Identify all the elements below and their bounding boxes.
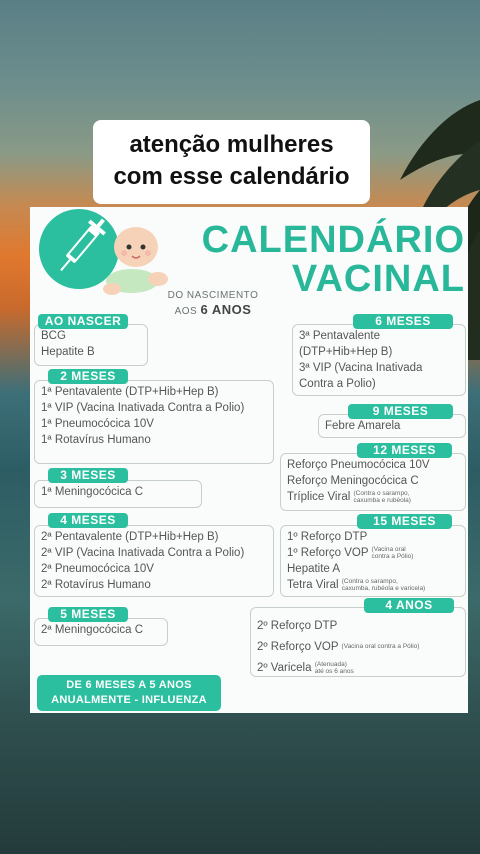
- calendar-title: [190, 221, 465, 299]
- list-item: Tríplice Viral: [287, 491, 351, 503]
- list-item: 2º Varicela: [257, 662, 312, 674]
- list-item: 3ª VIP (Vacina Inativada: [299, 362, 423, 374]
- caption-line-2: com esse calendário: [113, 163, 350, 190]
- section-label-5-meses: 5 MESES: [48, 607, 128, 622]
- footnote: (Vacina oral contra a Pólio): [341, 643, 420, 651]
- list-item: 3ª Pentavalente: [299, 330, 380, 342]
- list-item: Febre Amarela: [325, 420, 401, 432]
- section-label-9-meses: 9 MESES: [348, 404, 453, 419]
- vaccination-calendar-card: [30, 207, 468, 713]
- subtitle-age: 6 ANOS: [200, 302, 252, 317]
- list-item: Reforço Meningocócica C: [287, 475, 419, 487]
- title-line-1: CALENDÁRIO: [201, 219, 465, 261]
- section-label-4-meses: 4 MESES: [48, 513, 128, 528]
- 6-meses-box: [292, 324, 466, 396]
- list-item: 1º Reforço DTP: [287, 531, 368, 543]
- footer-line-2: ANUALMENTE - INFLUENZA: [51, 694, 207, 706]
- footnote: (Contra o sarampo,: [353, 489, 410, 497]
- 15-meses-box: [280, 525, 466, 597]
- list-item: 1ª Meningocócica C: [41, 486, 144, 498]
- 3-meses-box: [34, 480, 202, 508]
- footnote: (Vacina oral: [371, 545, 406, 553]
- calendar-subtitle: [158, 289, 268, 319]
- footnote: (Atenuada): [314, 660, 347, 668]
- list-item: Hepatite A: [287, 563, 341, 575]
- list-item: Contra a Polio): [299, 378, 376, 390]
- list-item: BCG: [41, 330, 66, 342]
- caption-line-1: atenção mulheres: [129, 131, 334, 158]
- section-label-ao-nascer: AO NASCER: [38, 314, 128, 329]
- list-item: Tetra Viral: [287, 579, 339, 591]
- subtitle-line-2: AOS: [174, 306, 198, 317]
- section-label-15-meses: 15 MESES: [357, 514, 452, 529]
- 5-meses-box: [34, 618, 168, 646]
- 12-meses-box: [280, 453, 466, 511]
- footnote: até os 6 anos: [314, 667, 354, 675]
- ao-nascer-box: [34, 324, 148, 366]
- section-label-3-meses: 3 MESES: [48, 468, 128, 483]
- footnote: contra a Pólio): [371, 552, 414, 560]
- list-item: 1ª VIP (Vacina Inativada Contra a Polio): [41, 402, 245, 414]
- 2-meses-box: [34, 380, 274, 464]
- list-item: (DTP+Hib+Hep B): [299, 346, 393, 358]
- list-item: 1ª Rotavírus Humano: [41, 434, 151, 446]
- footer-line-1: DE 6 MESES A 5 ANOS: [66, 679, 192, 691]
- subtitle-line-1: DO NASCIMENTO: [167, 290, 259, 301]
- section-label-6-meses: 6 MESES: [353, 314, 453, 329]
- section-label-4-anos: 4 ANOS: [364, 598, 454, 613]
- list-item: Reforço Pneumocócica 10V: [287, 459, 430, 471]
- section-label-2-meses: 2 MESES: [48, 369, 128, 384]
- section-label-12-meses: 12 MESES: [357, 443, 452, 458]
- list-item: 2º Reforço DTP: [257, 620, 338, 632]
- list-item: 2ª Pneumocócica 10V: [41, 563, 154, 575]
- footnote: (Contra o sarampo,: [341, 577, 398, 585]
- title-line-2: VACINAL: [291, 258, 465, 300]
- list-item: 1ª Pentavalente (DTP+Hib+Hep B): [41, 386, 219, 398]
- caption-box: [93, 120, 370, 204]
- list-item: Hepatite B: [41, 346, 95, 358]
- list-item: 2ª Meningocócica C: [41, 624, 144, 636]
- influenza-footer: [37, 675, 221, 711]
- footnote: caxumba, rubéola e varicela): [341, 584, 426, 592]
- list-item: 1ª Pneumocócica 10V: [41, 418, 154, 430]
- footnote: caxumba e rubéola): [353, 496, 411, 504]
- list-item: 1º Reforço VOP: [287, 547, 369, 559]
- 4-anos-box: [250, 607, 466, 677]
- baby-icon: [92, 219, 182, 299]
- list-item: 2º Reforço VOP: [257, 641, 339, 653]
- 4-meses-box: [34, 525, 274, 597]
- list-item: 2ª Rotavírus Humano: [41, 579, 151, 591]
- list-item: 2ª Pentavalente (DTP+Hib+Hep B): [41, 531, 219, 543]
- list-item: 2ª VIP (Vacina Inativada Contra a Polio): [41, 547, 245, 559]
